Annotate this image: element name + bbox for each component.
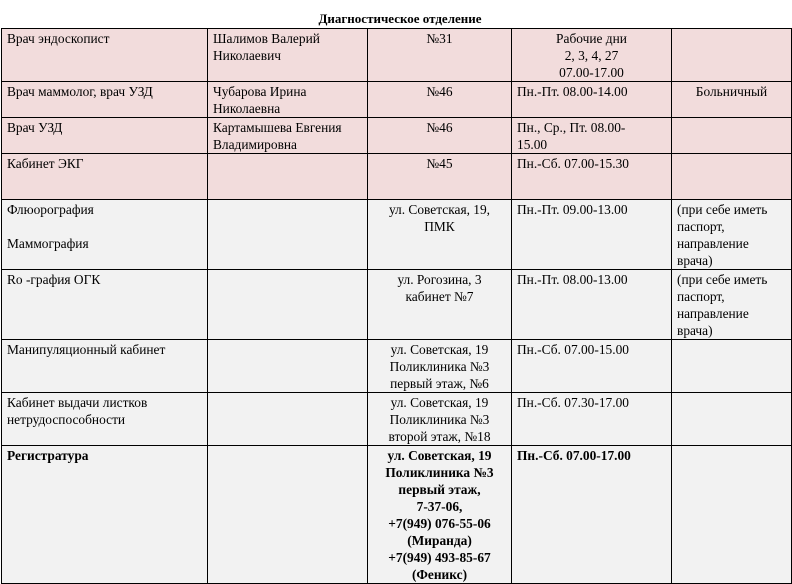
cell-line: кабинет №7 — [405, 289, 474, 304]
table-row — [2, 200, 792, 270]
cell-line: ПМК — [424, 219, 455, 234]
room-cell — [368, 393, 512, 446]
hours-cell — [512, 154, 672, 200]
cell-line: первый этаж, — [398, 482, 481, 497]
cell-line: 15.00 — [517, 137, 548, 152]
hours-cell — [512, 200, 672, 270]
cell-line — [213, 394, 362, 411]
cell-line: ул. Рогозина, 3 — [397, 272, 482, 287]
cell-line — [677, 341, 786, 358]
cell-line — [7, 218, 202, 235]
specialty-cell — [2, 29, 208, 82]
cell-line: Кабинет выдачи листков — [7, 395, 148, 410]
table-row — [2, 393, 792, 446]
name-cell — [208, 82, 368, 118]
cell-line: Пн.-Пт. 08.00-13.00 — [517, 272, 628, 287]
cell-line: Владимировна — [213, 137, 297, 152]
cell-line — [677, 155, 786, 172]
cell-line: Пн.-Пт. 08.00-14.00 — [517, 84, 628, 99]
cell-line — [677, 447, 786, 464]
cell-line: +7(949) 493-85-67 — [388, 550, 491, 565]
note-cell — [672, 118, 792, 154]
cell-line — [677, 30, 786, 47]
room-cell — [368, 154, 512, 200]
specialty-cell — [2, 118, 208, 154]
cell-line: Шалимов Валерий — [213, 31, 320, 46]
cell-line: первый этаж, №6 — [390, 376, 489, 391]
cell-line: (Миранда) — [407, 533, 472, 548]
cell-line: Поликлиника №3 — [389, 359, 490, 374]
name-cell — [208, 200, 368, 270]
note-cell — [672, 29, 792, 82]
hours-cell — [512, 393, 672, 446]
cell-line: Рабочие дни — [556, 31, 627, 46]
room-cell — [368, 270, 512, 340]
cell-line: (при себе иметь — [677, 202, 768, 217]
room-cell — [368, 118, 512, 154]
cell-line: врача) — [677, 253, 713, 268]
room-cell — [368, 200, 512, 270]
name-cell — [208, 270, 368, 340]
specialty-cell — [2, 200, 208, 270]
cell-line: 7-37-06, — [416, 499, 463, 514]
cell-line: Пн.-Сб. 07.00-15.30 — [517, 156, 629, 171]
cell-line — [213, 447, 362, 464]
note-cell — [672, 82, 792, 118]
name-cell — [208, 118, 368, 154]
note-cell — [672, 154, 792, 200]
hours-cell — [512, 82, 672, 118]
specialty-cell — [2, 270, 208, 340]
name-cell — [208, 393, 368, 446]
name-cell — [208, 340, 368, 393]
table-row — [2, 270, 792, 340]
table-row — [2, 118, 792, 154]
cell-line: Флюорография — [7, 202, 94, 217]
note-cell — [672, 200, 792, 270]
cell-line: Маммография — [7, 236, 89, 251]
note-cell — [672, 446, 792, 584]
cell-line: Пн., Ср., Пт. 08.00- — [517, 120, 626, 135]
page-title: Диагностическое отделение — [318, 11, 482, 26]
cell-line: Николаевич — [213, 48, 281, 63]
cell-line: направление — [677, 236, 749, 251]
specialty-cell — [2, 393, 208, 446]
cell-line: Врач УЗД — [7, 120, 63, 135]
specialty-cell — [2, 154, 208, 200]
cell-line: +7(949) 076-55-06 — [388, 516, 491, 531]
cell-line: №45 — [426, 156, 453, 171]
hours-cell — [512, 340, 672, 393]
hours-cell — [512, 29, 672, 82]
note-cell — [672, 270, 792, 340]
schedule-table — [1, 28, 792, 584]
cell-line: Врач маммолог, врач УЗД — [7, 84, 153, 99]
cell-line: Поликлиника №3 — [385, 465, 494, 480]
note-cell — [672, 340, 792, 393]
cell-line: №46 — [426, 84, 453, 99]
cell-line — [213, 271, 362, 288]
cell-line: врача) — [677, 323, 713, 338]
room-cell — [368, 446, 512, 584]
cell-line: Пн.-Сб. 07.00-15.00 — [517, 342, 629, 357]
room-cell — [368, 82, 512, 118]
specialty-cell — [2, 82, 208, 118]
cell-line: Поликлиника №3 — [389, 412, 490, 427]
cell-line: Врач эндоскопист — [7, 31, 110, 46]
table-row — [2, 82, 792, 118]
cell-line — [677, 119, 786, 136]
cell-line: Манипуляционный кабинет — [7, 342, 166, 357]
cell-line: направление — [677, 306, 749, 321]
cell-line — [677, 394, 786, 411]
hours-cell — [512, 270, 672, 340]
note-cell — [672, 393, 792, 446]
cell-line: Регистратура — [7, 448, 89, 463]
cell-line — [213, 341, 362, 358]
cell-line: №46 — [426, 120, 453, 135]
cell-line: №31 — [426, 31, 453, 46]
cell-line: ул. Советская, 19 — [387, 448, 492, 463]
cell-line — [213, 201, 362, 218]
cell-line — [213, 155, 362, 172]
cell-line: Пн.-Сб. 07.30-17.00 — [517, 395, 629, 410]
cell-line: 2, 3, 4, 27 — [564, 48, 619, 63]
table-row — [2, 446, 792, 584]
cell-line: Больничный — [695, 84, 768, 99]
specialty-cell — [2, 340, 208, 393]
name-cell — [208, 446, 368, 584]
cell-line: нетрудоспособности — [7, 412, 126, 427]
room-cell — [368, 29, 512, 82]
name-cell — [208, 29, 368, 82]
table-row — [2, 29, 792, 82]
name-cell — [208, 154, 368, 200]
cell-line: Картамышева Евгения — [213, 120, 342, 135]
cell-line: Пн.-Пт. 09.00-13.00 — [517, 202, 628, 217]
cell-line: второй этаж, №18 — [388, 429, 491, 444]
cell-line: Пн.-Сб. 07.00-17.00 — [517, 448, 631, 463]
cell-line: паспорт, — [677, 289, 725, 304]
cell-line: Ro -графия ОГК — [7, 272, 101, 287]
cell-line: ул. Советская, 19 — [390, 395, 489, 410]
cell-line: Кабинет ЭКГ — [7, 156, 84, 171]
hours-cell — [512, 118, 672, 154]
cell-line: 07.00-17.00 — [559, 65, 624, 80]
hours-cell — [512, 446, 672, 584]
cell-line: ул. Советская, 19 — [390, 342, 489, 357]
cell-line: (Феникс) — [411, 567, 468, 582]
cell-line: Чубарова Ирина — [213, 84, 307, 99]
cell-line: ул. Советская, 19, — [388, 202, 491, 217]
cell-line: (при себе иметь — [677, 272, 768, 287]
cell-line: паспорт, — [677, 219, 725, 234]
room-cell — [368, 340, 512, 393]
specialty-cell — [2, 446, 208, 584]
table-row — [2, 154, 792, 200]
table-row — [2, 340, 792, 393]
cell-line: Николаевна — [213, 101, 281, 116]
